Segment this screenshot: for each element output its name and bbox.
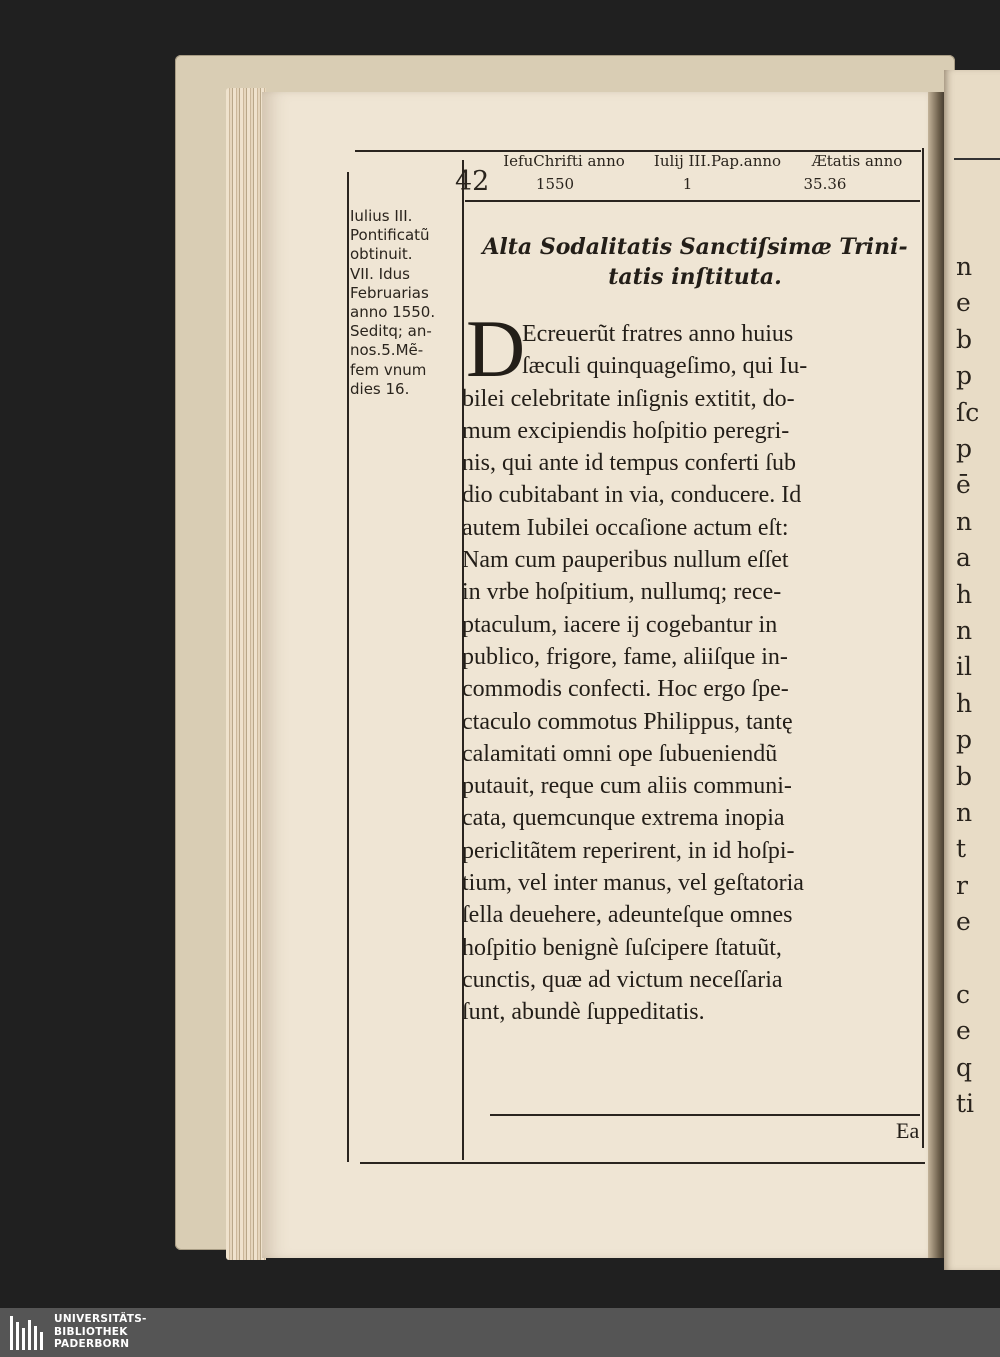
body-line: ſunt, abundè ſuppeditatis. (462, 999, 705, 1026)
facing-page-fragment: t (956, 834, 967, 864)
facing-page-fragment: e (956, 907, 971, 937)
body-line: hoſpitio benignè ſuſcipere ſtatuũt, (462, 934, 782, 961)
facing-page-fragment: ti (956, 1089, 975, 1119)
body-line: mum excipiendis hoſpitio peregri- (462, 417, 790, 444)
body-line: calamitati omni ope ſubueniendũ (462, 740, 778, 767)
margin-note-line: Pontificatũ (350, 226, 430, 245)
header-year-label: IefuChrifti anno (503, 152, 625, 170)
facing-page-fragment: h (956, 579, 973, 609)
library-name (54, 1313, 147, 1351)
body-line: dio cubitabant in via, conducere. Id (462, 482, 802, 509)
margin-note-line: VII. Idus (350, 264, 410, 283)
facing-page-fragment: il (956, 652, 972, 682)
facing-page-fragment: e (956, 1016, 971, 1046)
facing-page-fragment: h (956, 688, 973, 718)
body-text (462, 318, 924, 1029)
facing-page-fragment: p (956, 434, 973, 463)
body-line: cunctis, quæ ad victum neceſſaria (462, 966, 783, 993)
body-line: commodis confecti. Hoc ergo ſpe- (462, 676, 789, 703)
margin-note-line: fem vnum (350, 360, 427, 379)
drop-cap: D (466, 303, 526, 394)
section-title-line: Alta Sodalitatis Sanctiſsimæ Trini- (482, 234, 908, 260)
body-line: in vrbe hoſpitium, nullumq; rece- (462, 579, 782, 606)
facing-page-fragment: e (956, 288, 971, 318)
facing-page-fragment: a (956, 543, 971, 573)
margin-note-line: obtinuit. (350, 245, 413, 264)
margin-note-line: Februarias (350, 283, 429, 302)
body-line: Ecreuerũt fratres anno huius (522, 321, 794, 347)
body-line: tium, vel inter manus, vel geſtatoria (462, 870, 804, 897)
margin-note-line: Seditq; an- (350, 322, 432, 341)
header-bottom-rule (465, 200, 920, 202)
section-title (470, 232, 920, 292)
facing-page-fragment: n (956, 506, 973, 536)
margin-note-line: nos.5.Mẽ- (350, 341, 424, 360)
header-age-value: 35.36 (803, 175, 847, 193)
facing-page (944, 70, 1000, 1270)
facing-page-rule (954, 158, 1000, 160)
body-line: bilei celebritate inſignis extitit, do- (462, 385, 795, 412)
catchword: Ea (896, 1118, 920, 1143)
facing-page-fragment: b (956, 324, 973, 354)
body-line: ctaculo commotus Philippus, tantę (462, 708, 793, 735)
page-edges (226, 88, 266, 1260)
text-bottom-rule (490, 1114, 920, 1116)
facing-page-fragment: p (956, 725, 973, 755)
header-pontificate-value: 1 (682, 175, 693, 193)
header-year-value: 1550 (535, 175, 575, 193)
header-age-label: Ætatis anno (811, 152, 903, 170)
library-name-line: PADERBORN (54, 1338, 130, 1350)
facing-page-fragment: c (956, 980, 971, 1009)
facing-page-fragment: ē (956, 470, 971, 500)
body-line: ptaculum, iacere ij cogebantur in (462, 611, 778, 638)
body-line: putauit, reque cum aliis communi- (462, 773, 792, 800)
library-name-line: UNIVERSITÄTS- (54, 1313, 147, 1325)
facing-page-fragment: q (956, 1052, 973, 1082)
library-name-line: BIBLIOTHEK (54, 1325, 128, 1338)
body-line: cata, quemcunque extrema inopia (462, 805, 785, 832)
facing-page-fragment: n (956, 252, 973, 281)
body-line: publico, frigore, fame, aliiſque in- (462, 643, 788, 670)
margin-note-line: anno 1550. (350, 303, 436, 322)
body-line: Nam cum pauperibus nullum eſſet (462, 547, 789, 574)
library-footer (0, 1308, 1000, 1357)
facing-page-fragment: p (956, 361, 973, 391)
header-pontificate-label: Iulij III.Pap.anno (653, 152, 782, 170)
facing-page-fragment: ſc (956, 397, 980, 427)
body-line: nis, qui ante id tempus conferti ſub (462, 450, 796, 477)
folio-number: 42 (455, 166, 490, 197)
body-line: periclitãtem reperirent, in id hoſpi- (462, 837, 795, 864)
margin-note (350, 207, 458, 399)
margin-note-line: dies 16. (350, 379, 410, 398)
left-frame-rule (347, 172, 349, 1162)
facing-page-fragment: b (956, 761, 973, 791)
body-line: autem Iubilei occaſione actum eſt: (462, 514, 789, 541)
facing-page-fragment: n (956, 798, 973, 827)
bottom-rule (360, 1162, 925, 1164)
margin-note-line: Iulius III. (350, 207, 413, 225)
facing-page-fragment: r (956, 870, 968, 900)
library-logo-icon (10, 1316, 48, 1350)
body-line: ſella deuehere, adeunteſque omnes (462, 902, 793, 929)
facing-page-fragment: n (956, 616, 973, 645)
body-line: ſæculi quinquageſimo, qui Iu- (522, 353, 808, 380)
section-title-line: tatis inſtituta. (608, 264, 782, 290)
